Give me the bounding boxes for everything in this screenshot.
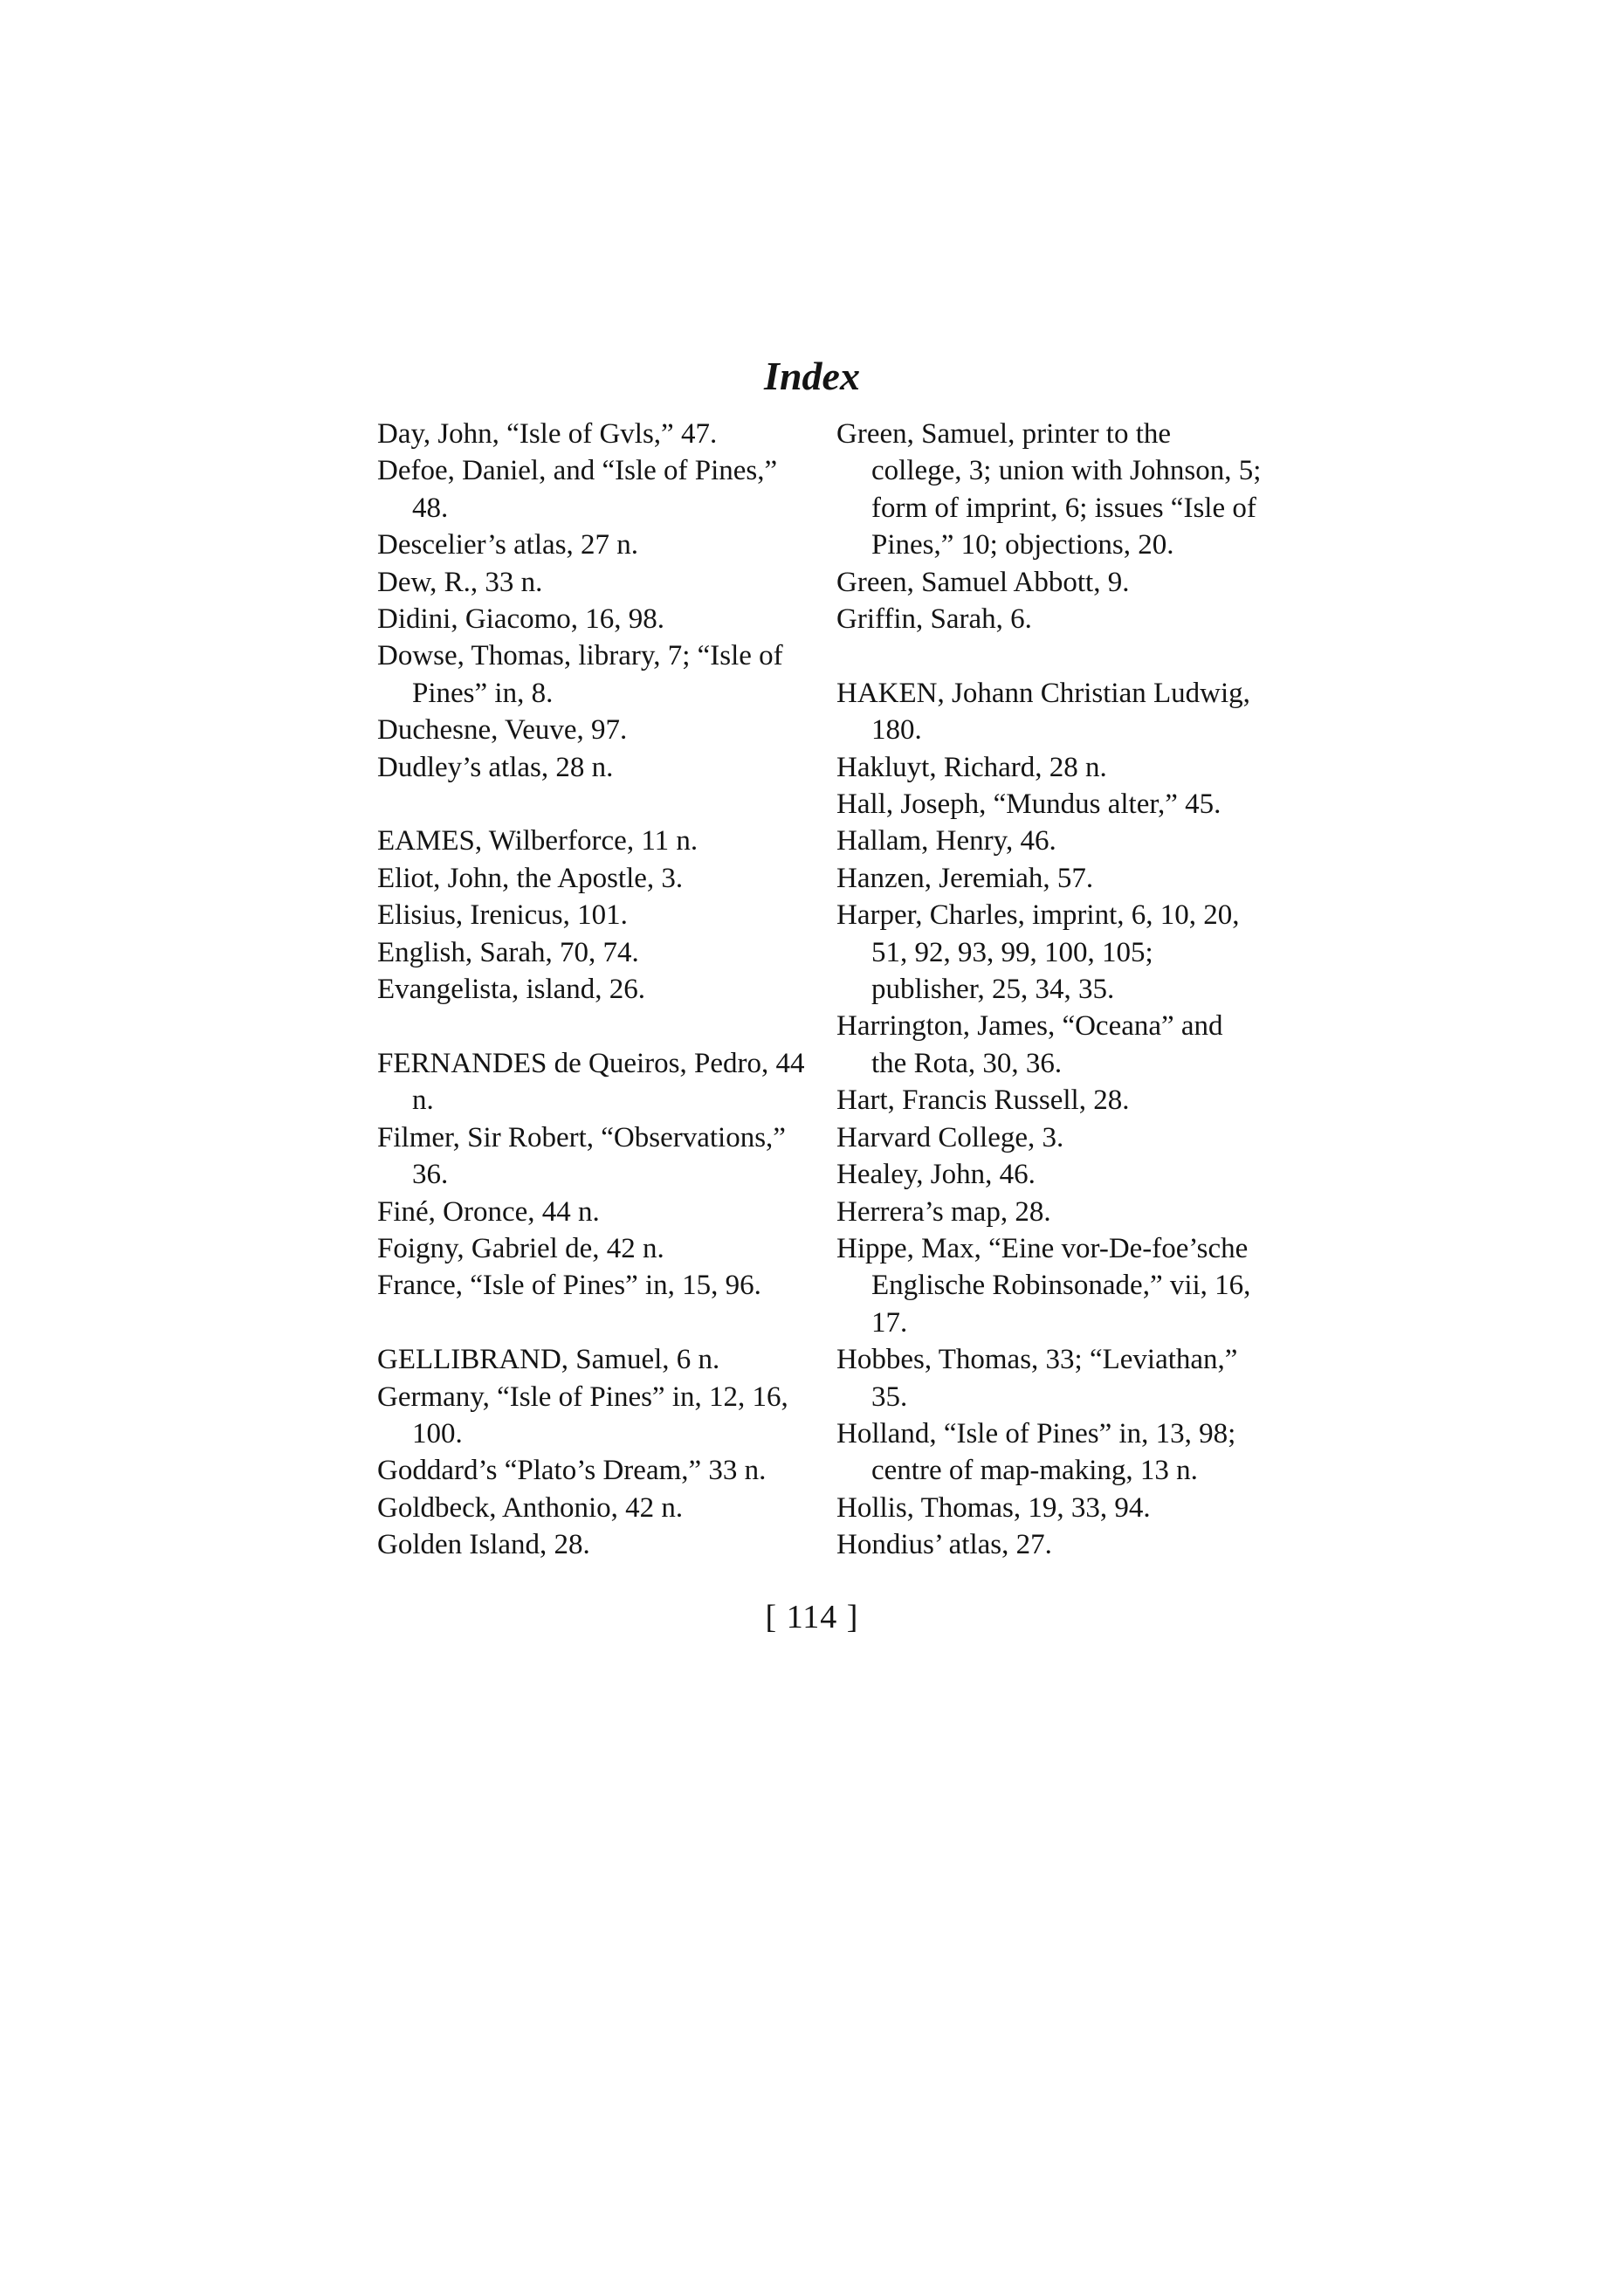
index-entry: Dew, R., 33 n. — [377, 566, 543, 598]
index-entry: Golden Island, 28. — [377, 1529, 590, 1561]
index-entry: Green, Samuel, printer to the college, 3; union with Johnson, 5; form of imprint, 6; issues “Isle of Pines,” 10; objections, 20. — [836, 418, 1262, 561]
index-entry: Finé, Oronce, 44 n. — [377, 1195, 600, 1228]
index-entry: FERNANDES de Queiros, Pedro, 44 n. — [377, 1047, 805, 1117]
index-entry: Herrera’s map, 28. — [836, 1195, 1051, 1228]
index-entry: Descelier’s atlas, 27 n. — [377, 529, 639, 561]
index-entry: Goldbeck, Anthonio, 42 n. — [377, 1491, 684, 1524]
index-entry: Duchesne, Veuve, 97. — [377, 714, 628, 747]
index-entry: Healey, John, 46. — [836, 1159, 1036, 1191]
index-entry: Hippe, Max, “Eine vor-De-foe’sche Englische Robinsonade,” vii, 16, 17. — [836, 1232, 1251, 1339]
index-entry: English, Sarah, 70, 74. — [377, 936, 639, 968]
index-entry: Hollis, Thomas, 19, 33, 94. — [836, 1491, 1151, 1524]
index-entry: EAMES, Wilberforce, 11 n. — [377, 825, 698, 857]
index-entry: Hobbes, Thomas, 33; “Leviathan,” 35. — [836, 1344, 1238, 1413]
index-entry: France, “Isle of Pines” in, 15, 96. — [377, 1270, 761, 1302]
page-number: [ 114 ] — [765, 1599, 859, 1635]
index-entry: Harvard College, 3. — [836, 1121, 1064, 1153]
index-entry: Dowse, Thomas, library, 7; “Isle of Pines” in, 8. — [377, 640, 783, 709]
index-entry: Harrington, James, “Oceana” and the Rota, 30, 36. — [836, 1010, 1223, 1079]
index-entry: Evangelista, island, 26. — [377, 974, 646, 1006]
index-entry: Harper, Charles, imprint, 6, 10, 20, 51, 92, 93, 99, 100, 105; publisher, 25, 34, 35. — [836, 899, 1240, 1006]
index-entry: Griffin, Sarah, 6. — [836, 603, 1032, 636]
left-index-column — [377, 416, 805, 1564]
index-entry: HAKEN, Johann Christian Ludwig, 180. — [836, 677, 1250, 747]
running-head: Index — [764, 354, 860, 398]
index-entry: Filmer, Sir Robert, “Observations,” 36. — [377, 1121, 786, 1191]
right-index-column — [836, 416, 1264, 1564]
index-entry: Holland, “Isle of Pines” in, 13, 98; centre of map-making, 13 n. — [836, 1417, 1236, 1487]
index-entry: Goddard’s “Plato’s Dream,” 33 n. — [377, 1455, 767, 1487]
index-entry: Hallam, Henry, 46. — [836, 825, 1056, 857]
index-entry: Hondius’ atlas, 27. — [836, 1529, 1052, 1561]
index-entry: Day, John, “Isle of Gvls,” 47. — [377, 418, 718, 450]
index-entry: Dudley’s atlas, 28 n. — [377, 751, 614, 783]
index-entry: Hakluyt, Richard, 28 n. — [836, 751, 1107, 783]
index-entry: Germany, “Isle of Pines” in, 12, 16, 100. — [377, 1380, 788, 1449]
index-entry: Foigny, Gabriel de, 42 n. — [377, 1232, 664, 1264]
index-entry: GELLIBRAND, Samuel, 6 n. — [377, 1344, 720, 1376]
index-entry: Hart, Francis Russell, 28. — [836, 1084, 1130, 1117]
index-entry: Hanzen, Jeremiah, 57. — [836, 862, 1094, 894]
index-entry: Didini, Giacomo, 16, 98. — [377, 603, 665, 636]
index-entry: Eliot, John, the Apostle, 3. — [377, 862, 684, 894]
index-entry: Hall, Joseph, “Mundus alter,” 45. — [836, 788, 1221, 821]
index-entry: Green, Samuel Abbott, 9. — [836, 566, 1130, 598]
index-entry: Defoe, Daniel, and “Isle of Pines,” 48. — [377, 455, 778, 524]
index-entry: Elisius, Irenicus, 101. — [377, 899, 628, 932]
